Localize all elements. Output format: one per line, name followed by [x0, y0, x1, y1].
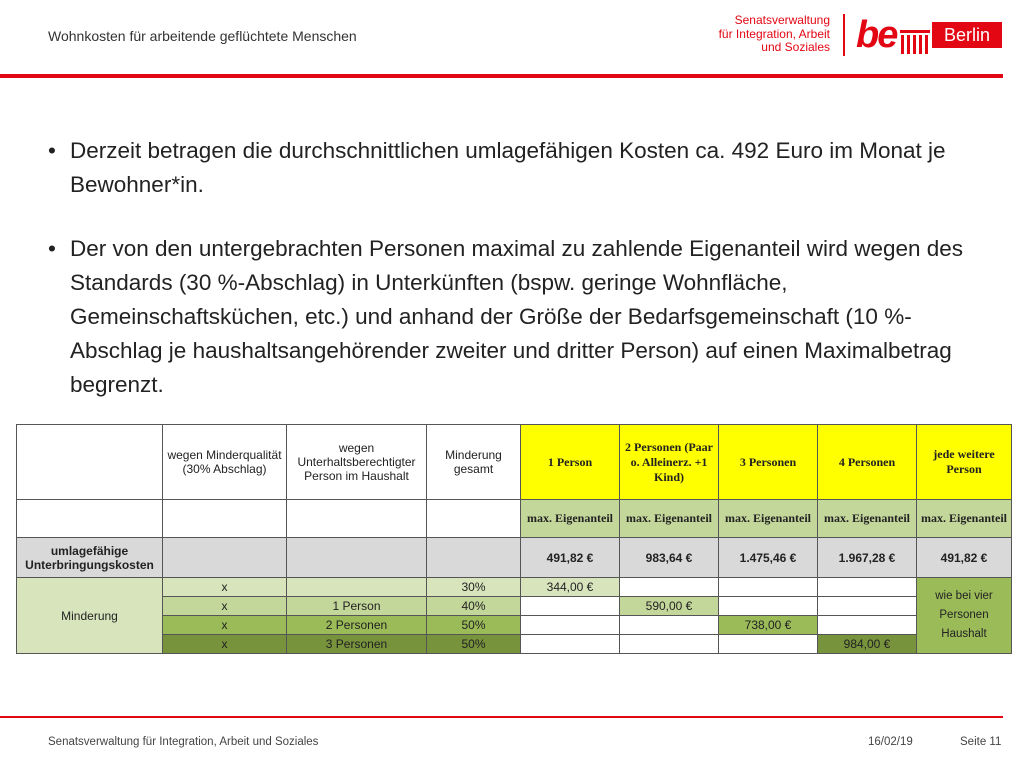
logo-line-3: und Soziales — [761, 40, 830, 54]
header-1-person: 1 Person — [521, 425, 620, 500]
minderung-value — [818, 616, 917, 635]
table-cell — [163, 500, 287, 538]
minderung-value: 344,00 € — [521, 578, 620, 597]
kosten-value: 1.475,46 € — [719, 538, 818, 578]
header-4-personen: 4 Personen — [818, 425, 917, 500]
bullet-dot-icon: • — [48, 138, 56, 163]
kosten-value: 983,64 € — [620, 538, 719, 578]
bullet-list — [48, 134, 988, 402]
kosten-value: 491,82 € — [917, 538, 1012, 578]
minderung-x: x — [163, 578, 287, 597]
minderung-x: x — [163, 597, 287, 616]
bullet-item — [48, 134, 988, 202]
header-rule — [0, 74, 1003, 78]
table-cell — [17, 500, 163, 538]
max-eigenanteil-cell: max. Eigenanteil — [521, 500, 620, 538]
footer-org: Senatsverwaltung für Integration, Arbeit und Soziales — [48, 736, 319, 748]
minderung-value — [521, 616, 620, 635]
minderung-value — [521, 635, 620, 654]
max-eigenanteil-cell: max. Eigenanteil — [917, 500, 1012, 538]
slide-header-title: Wohnkosten für arbeitende geflüchtete Menschen — [48, 28, 357, 44]
minderung-person: 3 Personen — [287, 635, 427, 654]
header-minderqualitaet: wegen Minderqualität (30% Abschlag) — [163, 425, 287, 500]
senatsverwaltung-logo-text — [719, 14, 830, 55]
footer-page-number: Seite 11 — [960, 736, 1002, 748]
kosten-value: 491,82 € — [521, 538, 620, 578]
table-cell — [427, 538, 521, 578]
footer-rule — [0, 716, 1003, 718]
minderung-person: 2 Personen — [287, 616, 427, 635]
header-3-personen: 3 Personen — [719, 425, 818, 500]
minderung-value — [620, 616, 719, 635]
minderung-value — [620, 578, 719, 597]
kosten-label: umlagefähige Unterbringungskosten — [17, 538, 163, 578]
header-minderung-gesamt: Minderung gesamt — [427, 425, 521, 500]
minderung-value: 590,00 € — [620, 597, 719, 616]
footer-date: 16/02/19 — [868, 736, 913, 748]
minderung-pct: 40% — [427, 597, 521, 616]
minderung-value: 984,00 € — [818, 635, 917, 654]
minderung-pct: 50% — [427, 616, 521, 635]
minderung-row — [17, 635, 1012, 654]
minderung-row — [17, 616, 1012, 635]
bullet-text: Derzeit betragen die durchschnittlichen umlagefähigen Kosten ca. 492 Euro im Monat je Bewohner*in. — [70, 138, 946, 197]
minderung-pct: 50% — [427, 635, 521, 654]
wie-bei-vier-cell: wie bei vier Personen Haushalt — [917, 578, 1012, 654]
table-cell — [287, 500, 427, 538]
logo-line-2: für Integration, Arbeit — [718, 26, 830, 41]
logo-line-1: Senatsverwaltung — [734, 13, 830, 27]
minderung-value — [719, 635, 818, 654]
table-cell — [427, 500, 521, 538]
minderung-person — [287, 578, 427, 597]
bullet-item — [48, 232, 988, 402]
logo-separator — [843, 14, 845, 56]
header-unterhalt: wegen Unterhaltsberechtigter Person im Haushalt — [287, 425, 427, 500]
header-jede-weitere-person: jede weitere Person — [917, 425, 1012, 500]
cost-table — [16, 424, 1012, 654]
minderung-row — [17, 578, 1012, 597]
minderung-value: 738,00 € — [719, 616, 818, 635]
minderung-value — [818, 578, 917, 597]
minderung-pct: 30% — [427, 578, 521, 597]
header-2-personen: 2 Personen (Paar o. Alleinerz. +1 Kind) — [620, 425, 719, 500]
table-header-row — [17, 425, 1012, 500]
table-row-max-eigenanteil — [17, 500, 1012, 538]
minderung-person: 1 Person — [287, 597, 427, 616]
be-berlin-logo: be — [856, 14, 897, 56]
minderung-value — [719, 578, 818, 597]
minderung-value — [521, 597, 620, 616]
berlin-logo-box: Berlin — [932, 22, 1002, 48]
minderung-x: x — [163, 635, 287, 654]
table-corner-cell — [17, 425, 163, 500]
bullet-dot-icon: • — [48, 236, 56, 261]
minderung-x: x — [163, 616, 287, 635]
max-eigenanteil-cell: max. Eigenanteil — [818, 500, 917, 538]
table-cell — [287, 538, 427, 578]
bullet-text: Der von den untergebrachten Personen maximal zu zahlende Eigenanteil wird wegen des Standards (30 %-Abschlag) in Unterkünften (bspw. geringe Wohnfläche, Gemeinschaftsküchen, etc.) und anhand der Größe der Bedarfsgemeinschaft (10 %-Abschlag je haushaltsangehörender zweiter und dritter Person) auf einen Maximalbetrag begrenzt. — [70, 236, 964, 397]
minderung-value — [719, 597, 818, 616]
brandenburg-gate-icon — [900, 30, 930, 54]
minderung-label: Minderung — [17, 578, 163, 654]
table-cell — [163, 538, 287, 578]
table-row-kosten — [17, 538, 1012, 578]
kosten-value: 1.967,28 € — [818, 538, 917, 578]
minderung-value — [620, 635, 719, 654]
minderung-value — [818, 597, 917, 616]
minderung-row — [17, 597, 1012, 616]
max-eigenanteil-cell: max. Eigenanteil — [719, 500, 818, 538]
max-eigenanteil-cell: max. Eigenanteil — [620, 500, 719, 538]
